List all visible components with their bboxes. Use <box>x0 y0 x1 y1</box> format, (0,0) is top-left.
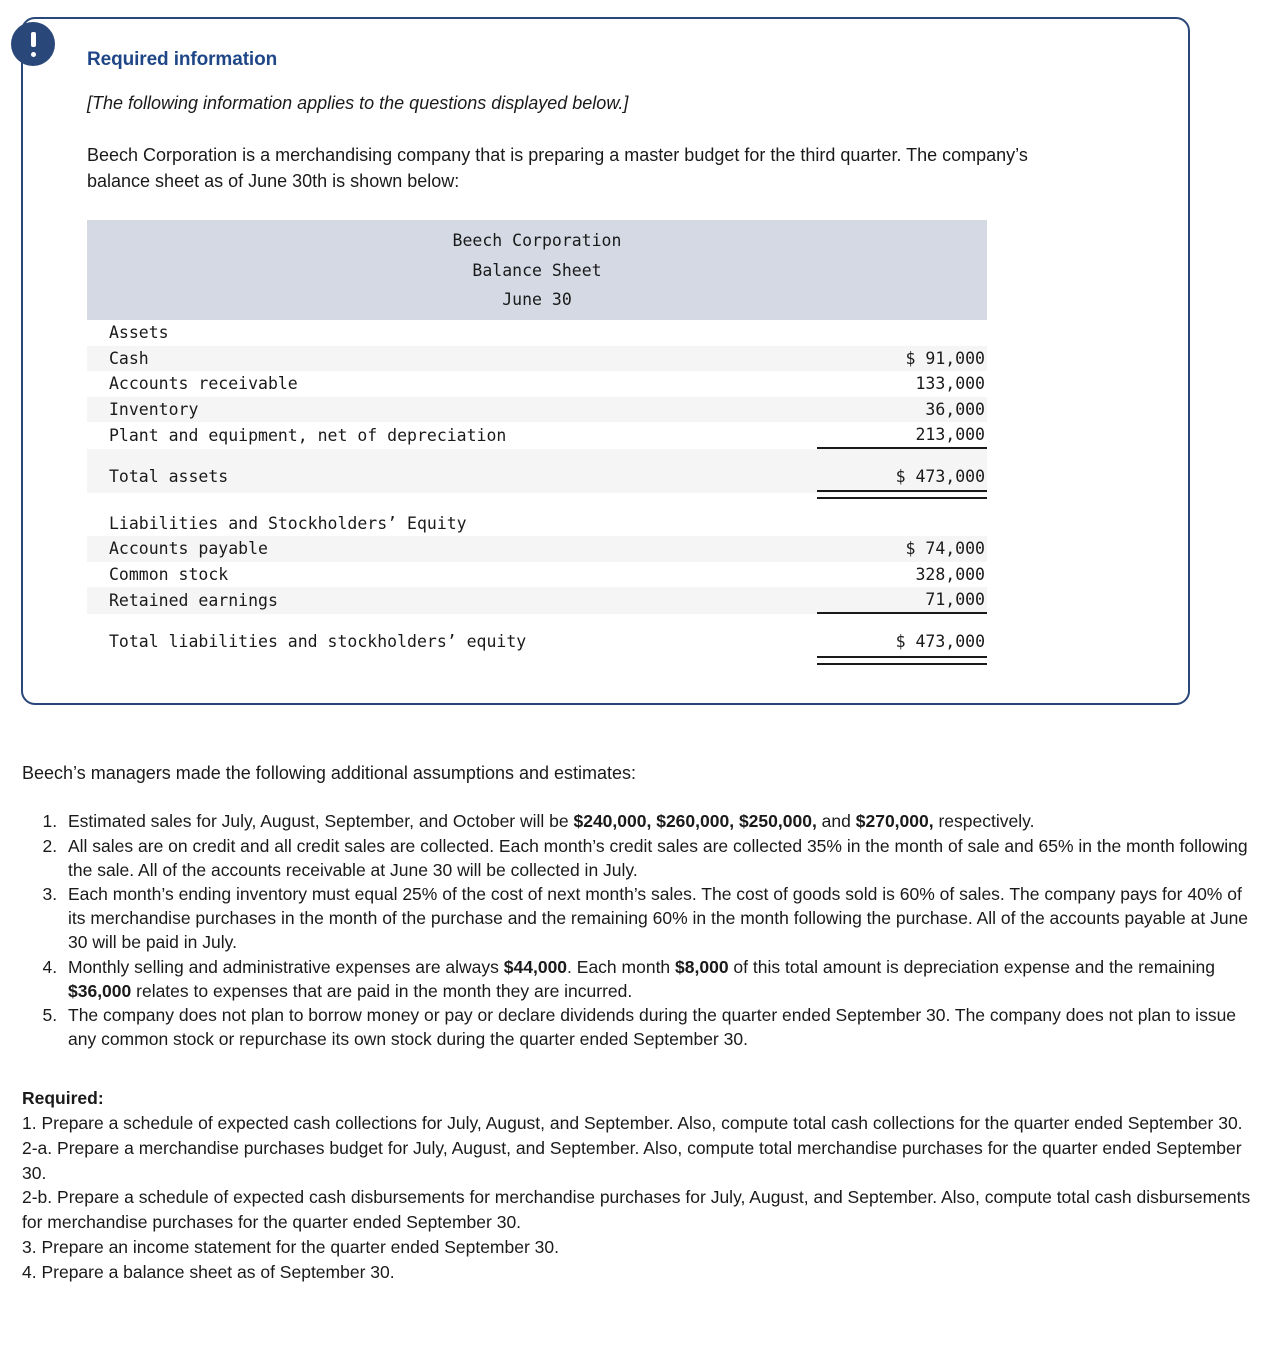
row-value: $ 473,000 <box>817 623 987 659</box>
list-item: 5. The company does not plan to borrow money or pay or declare dividends during the quarter ended September 30. The company does not plan to issue any common stock or repurchase its own stock during the quarter ended September 30. <box>62 1004 1256 1052</box>
balance-sheet-date: June 30 <box>87 285 987 320</box>
required-heading: Required: <box>22 1088 104 1109</box>
row-label: Accounts receivable <box>87 371 817 396</box>
balance-sheet-company: Beech Corporation <box>87 220 987 255</box>
exclamation-icon <box>11 22 55 66</box>
list-item: 3. Each month’s ending inventory must equal 25% of the cost of next month’s sales. The cost of goods sold is 60% of sales. The company pays for 40% of its merchandise purchases in the month of the purchase and the remaining 60% in the month following the purchase. All of the accounts payable at June 30 will be paid in July. <box>62 883 1256 954</box>
table-row <box>87 562 987 587</box>
balance-sheet-table <box>87 220 987 659</box>
row-spacer <box>87 449 987 458</box>
row-label: Accounts payable <box>87 536 817 561</box>
row-label: Plant and equipment, net of depreciation <box>87 422 817 448</box>
required-line: 1. Prepare a schedule of expected cash collections for July, August, and September. Also, compute total cash collections for the quarter ended September 30. <box>22 1112 1243 1133</box>
row-label: Cash <box>87 346 817 371</box>
required-information-callout <box>0 17 1274 705</box>
required-line: 2-b. Prepare a schedule of expected cash disbursements for merchandise purchases for July, August, and September. Also, compute total cash disbursements for merchandise purchases for the quarter ended September 30. <box>22 1187 1251 1233</box>
row-value: 71,000 <box>817 587 987 613</box>
row-label: Total liabilities and stockholders’ equity <box>87 623 817 659</box>
balance-sheet-statement: Balance Sheet <box>87 256 987 285</box>
table-row <box>87 422 987 448</box>
row-value: 328,000 <box>817 562 987 587</box>
row-value <box>817 320 987 345</box>
table-row <box>87 371 987 396</box>
table-row <box>87 536 987 561</box>
balance-sheet-header-row-statement <box>87 256 987 285</box>
table-row <box>87 320 987 345</box>
row-spacer <box>87 502 987 511</box>
row-value <box>817 511 987 536</box>
table-row <box>87 587 987 613</box>
required-section <box>22 1086 1256 1285</box>
required-line: 3. Prepare an income statement for the quarter ended September 30. <box>22 1237 559 1258</box>
row-value: 213,000 <box>817 422 987 448</box>
required-line: 4. Prepare a balance sheet as of September 30. <box>22 1261 395 1282</box>
callout-italic-note: [The following information applies to the questions displayed below.] <box>87 93 629 113</box>
row-label: Assets <box>87 320 817 345</box>
row-value: $ 473,000 <box>817 458 987 493</box>
row-label: Common stock <box>87 562 817 587</box>
callout-intro-paragraph: Beech Corporation is a merchandising company that is preparing a master budget for the third quarter. The company’s balance sheet as of June 30th is shown below: <box>87 145 1028 192</box>
question-page <box>0 17 1274 1285</box>
row-label: Inventory <box>87 397 817 422</box>
list-item: 4. Monthly selling and administrative expenses are always $44,000. Each month $8,000 of this total amount is depreciation expense and the remaining $36,000 relates to expenses that are paid in the month they are incurred. <box>62 956 1256 1004</box>
balance-sheet-header-row-company <box>87 220 987 255</box>
row-value: $ 91,000 <box>817 346 987 371</box>
row-spacer <box>87 614 987 623</box>
table-row-total <box>87 458 987 493</box>
exclamation-glyph <box>31 32 36 57</box>
table-row-total <box>87 623 987 659</box>
lower-content <box>0 763 1274 1285</box>
row-label: Total assets <box>87 458 817 493</box>
callout-title: Required information <box>87 49 278 70</box>
assumptions-intro: Beech’s managers made the following additional assumptions and estimates: <box>22 763 637 784</box>
list-item: 2. All sales are on credit and all credit sales are collected. Each month’s credit sales are collected 35% in the month of sale and 65% in the month following the sale. All of the accounts receivable at June 30 will be collected in July. <box>62 835 1256 883</box>
required-line: 2-a. Prepare a merchandise purchases budget for July, August, and September. Also, compute total merchandise purchases for the quarter ended September 30. <box>22 1137 1242 1183</box>
row-value: $ 74,000 <box>817 536 987 561</box>
assumptions-list <box>22 810 1256 1052</box>
balance-sheet-body <box>87 220 987 659</box>
row-label: Liabilities and Stockholders’ Equity <box>87 511 817 536</box>
table-row <box>87 346 987 371</box>
balance-sheet-header-row-date <box>87 285 987 320</box>
callout-body <box>21 17 1190 705</box>
list-item: 1. Estimated sales for July, August, September, and October will be $240,000, $260,000, $250,000, and $270,000, respectively. <box>62 810 1256 834</box>
table-row <box>87 511 987 536</box>
row-value: 133,000 <box>817 371 987 396</box>
table-row <box>87 397 987 422</box>
row-label: Retained earnings <box>87 587 817 613</box>
row-value: 36,000 <box>817 397 987 422</box>
